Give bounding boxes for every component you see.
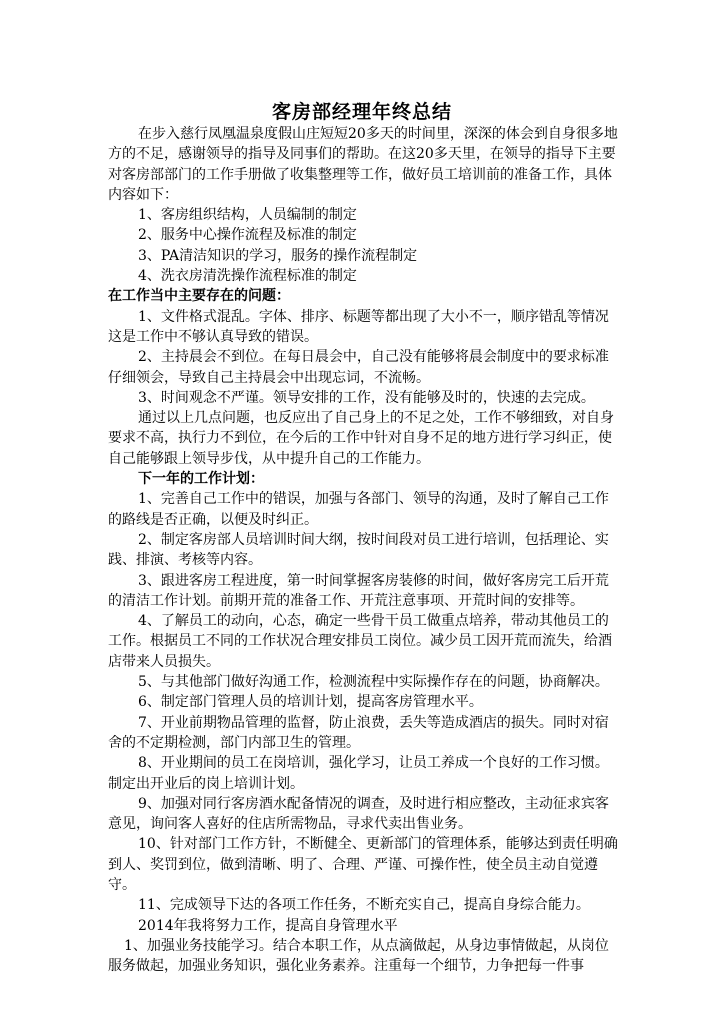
prep-item: 4、洗衣房清洗操作流程标准的制定 — [138, 268, 357, 285]
plan-heading: 下一年的工作计划： — [138, 471, 264, 488]
document-body — [108, 124, 620, 976]
plan-item: 10、针对部门工作方针，不断健全、更新部门的管理体系，能够达到责任明确到人、奖罚到位，做到清晰、明了、合理、严谨、可操作性，使全员主动自觉遵守。 — [108, 836, 618, 893]
prep-item: 2、服务中心操作流程及标准的制定 — [138, 227, 357, 244]
plan-item: 7、开业前期物品管理的监督，防止浪费，丢失等造成酒店的损失。同时对宿舍的不定期检测，部门内部卫生的管理。 — [108, 714, 609, 751]
document-title: 客房部经理年终总结 — [271, 101, 452, 123]
plan-item: 9、加强对同行客房酒水配备情况的调查，及时进行相应整改，主动征求宾客意见，询问客人喜好的住店所需物品，寻求代卖出售业务。 — [108, 795, 609, 833]
plan-item: 6、制定部门管理人员的培训计划，提高客房管理水平。 — [138, 694, 483, 711]
plan-item: 11、完成领导下达的各项工作任务，不断充实自己，提高自身综合能力。 — [138, 897, 590, 914]
problem-item: 2、主持晨会不到位。在每日晨会中，自己没有能够将晨会制度中的要求标准仔细领会，导致自己主持晨会中出现忘词，不流畅。 — [108, 349, 609, 386]
problems-heading: 在工作当中主要存在的问题： — [108, 288, 290, 305]
plan-item: 5、与其他部门做好沟通工作，检测流程中实际操作存在的问题，协商解决。 — [138, 674, 609, 691]
plan-item: 2、制定客房部人员培训时间大纲，按时间段对员工进行培训，包括理论、实践、排演、考核等内容。 — [108, 531, 609, 569]
goal-item: 1、加强业务技能学习。结合本职工作，从点滴做起，从身边事情做起，从岗位服务做起，加强业务知识，强化业务素养。注重每一个细节，力争把每一件事 — [108, 937, 609, 975]
plan-item: 1、完善自己工作中的错误，加强与各部门、领导的沟通，及时了解自己工作的路线是否正确，以便及时纠正。 — [108, 491, 609, 528]
intro-paragraph: 在步入慈行凤凰温泉度假山庄短短20多天的时间里，深深的体会到自身很多地方的不足，感谢领导的指导及同事们的帮助。在这20多天里，在领导的指导下主要对客房部部门的工作手册做了收集整理等工作，做好员工培训前的准备工作，具体内容如下： — [108, 126, 618, 203]
plan-item: 3、跟进客房工程进度，第一时间掌握客房装修的时间，做好客房完工后开荒的清洁工作计划。前期开荒的准备工作、开荒注意事项、开荒时间的安排等。 — [108, 572, 609, 609]
problem-item: 1、文件格式混乱。字体、排序、标题等都出现了大小不一，顺序错乱等情况这是工作中不够认真导致的错误。 — [108, 308, 609, 345]
problems-summary: 通过以上几点问题，也反应出了自己身上的不足之处，工作不够细致，对自身要求不高，执行力不到位，在今后的工作中针对自身不足的地方进行学习纠正，使自己能够跟上领导步伐，从中提升自己的工作能力。 — [108, 410, 614, 467]
goal-line: 2014年我将努力工作，提高自身管理水平 — [138, 917, 398, 934]
plan-item: 4、了解员工的动向，心态，确定一些骨干员工做重点培养，带动其他员工的工作。根据员工不同的工作状况合理安排员工岗位。减少员工因开荒而流失，给酒店带来人员损失。 — [108, 613, 612, 670]
prep-item: 3、PA清洁知识的学习，服务的操作流程制定 — [138, 247, 418, 264]
problem-item: 3、时间观念不严谨。领导安排的工作，没有能够及时的，快速的去完成。 — [138, 389, 595, 406]
prep-item: 1、客房组织结构，人员编制的制定 — [138, 207, 357, 224]
plan-item: 8、开业期间的员工在岗培训，强化学习，让员工养成一个良好的工作习惯。制定出开业后的岗上培训计划。 — [108, 755, 609, 792]
